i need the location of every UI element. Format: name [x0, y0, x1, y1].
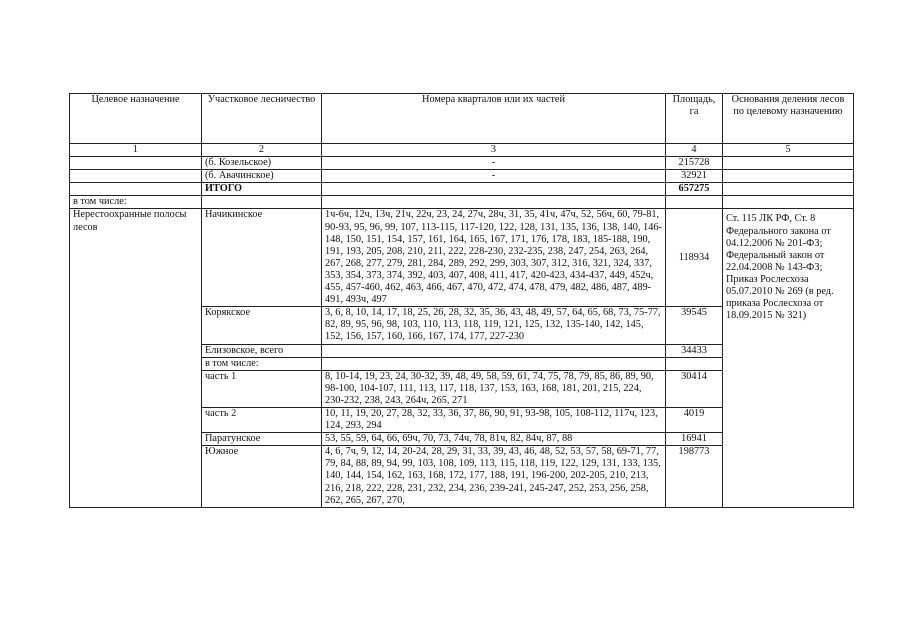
forestry-koryakskoe: Корякское: [202, 307, 322, 344]
cell-empty: [723, 183, 854, 196]
header-purpose: Целевое назначение: [70, 94, 202, 144]
basis-text: Ст. 115 ЛК РФ, Ст. 8 Федерального закона от 04.12.2006 № 201-ФЗ; Федеральный закон от 22.04.2008 № 143-ФЗ; Приказ Рослесхоза 05.07.2010 № 269 (в ред. приказа Рослесхоза от 18.09.2015 № 321): [723, 209, 854, 507]
quarters-part1: 8, 10-14, 19, 23, 24, 30-32, 39, 48, 49, 58, 59, 61, 74, 75, 78, 79, 85, 86, 89, 90, 98-100, 104-107, 111, 113, 117, 118, 137, 153, 163, 168, 181, 201, 215, 224, 230-232, 238, 243, 264ч, 265, 271: [322, 370, 666, 407]
area-elizovskoe: 34433: [666, 344, 723, 357]
cell-empty: [70, 157, 202, 170]
quarters-yuzhnoe: 4, 6, 7ч, 9, 12, 14, 20-24, 28, 29, 31, 33, 39, 43, 46, 48, 52, 53, 57, 58, 69-71, 77, 79, 84, 88, 89, 94, 99, 103, 108, 109, 113, 115, 118, 119, 122, 129, 131, 133, 135, 140, 144, 154, 162, 163, 168, 172, 177, 188, 191, 196-200, 202-205, 210, 213, 216, 218, 222, 228, 231, 232, 234, 236, 239-241, 245-247, 252, 253, 256, 258, 262, 265, 267, 270,: [322, 446, 666, 507]
area-avachinskoe: 32921: [666, 170, 723, 183]
area-part2: 4019: [666, 407, 723, 432]
header-row: [70, 94, 854, 144]
forestry-kozelskoe: (б. Козельское): [202, 157, 322, 170]
cell-empty: [322, 183, 666, 196]
cell-empty: [723, 196, 854, 209]
col-number-3: 3: [322, 144, 666, 157]
table-row-including: [70, 196, 854, 209]
col-number-5: 5: [723, 144, 854, 157]
col-number-4: 4: [666, 144, 723, 157]
table-row-total: [70, 183, 854, 196]
table-row-avachinskoe: [70, 170, 854, 183]
column-numbers-row: [70, 144, 854, 157]
cell-empty: [202, 196, 322, 209]
cell-empty: [322, 196, 666, 209]
area-kozelskoe: 215728: [666, 157, 723, 170]
elizovskoe-including-label: в том числе:: [202, 357, 322, 370]
cell-empty: [723, 157, 854, 170]
forest-purpose-table: [69, 93, 854, 508]
quarters-koryakskoe: 3, 6, 8, 10, 14, 17, 18, 25, 26, 28, 32, 35, 36, 43, 48, 49, 57, 64, 65, 68, 73, 75-77, 82, 89, 95, 96, 98, 103, 110, 113, 118, 119, 121, 125, 132, 135-140, 142, 145, 152, 156, 157, 160, 166, 167, 174, 177, 227-230: [322, 307, 666, 344]
forestry-nachikinskoe: Начикинское: [202, 209, 322, 307]
quarters-nachikinskoe: 1ч-6ч, 12ч, 13ч, 21ч, 22ч, 23, 24, 27ч, 28ч, 31, 35, 41ч, 47ч, 52, 56ч, 60, 79-81, 90-93, 95, 96, 99, 107, 113-115, 117-120, 122, 128, 131, 135, 136, 138, 140, 146-148, 150, 151, 154, 157, 161, 164, 165, 167, 171, 176, 178, 183, 185-188, 190, 191, 193, 205, 208, 210, 211, 222, 228-230, 232-235, 238, 247, 254, 263, 264, 267, 268, 277, 279, 281, 284, 289, 292, 299, 303, 307, 312, 316, 321, 324, 337, 353, 354, 373, 374, 392, 403, 407, 408, 411, 417, 420-423, 434-437, 449, 452ч, 455, 457-460, 462, 463, 466, 467, 470, 472, 474, 478, 479, 482, 486, 487, 489-491, 493ч, 497: [322, 209, 666, 307]
area-part1: 30414: [666, 370, 723, 407]
cell-empty: [70, 183, 202, 196]
header-basis: Основания деления лесов по целевому назначению: [723, 94, 854, 144]
col-number-1: 1: [70, 144, 202, 157]
area-paratunskoe: 16941: [666, 433, 723, 446]
area-koryakskoe: 39545: [666, 307, 723, 344]
purpose-protective-strips: Нерестоохранные полосы лесов: [70, 209, 202, 507]
forestry-elizovskoe: Елизовское, всего: [202, 344, 322, 357]
forestry-avachinskoe: (б. Авачинское): [202, 170, 322, 183]
col-number-2: 2: [202, 144, 322, 157]
forestry-yuzhnoe: Южное: [202, 446, 322, 507]
cell-empty: [322, 357, 666, 370]
total-area: 657275: [666, 183, 723, 196]
quarters-avachinskoe: -: [322, 170, 666, 183]
cell-empty: [666, 357, 723, 370]
area-nachikinskoe: 118934: [666, 209, 723, 307]
forestry-paratunskoe: Паратунское: [202, 433, 322, 446]
quarters-paratunskoe: 53, 55, 59, 64, 66, 69ч, 70, 73, 74ч, 78, 81ч, 82, 84ч, 87, 88: [322, 433, 666, 446]
forestry-part2: часть 2: [202, 407, 322, 432]
cell-empty: [666, 196, 723, 209]
area-yuzhnoe: 198773: [666, 446, 723, 507]
header-forestry: Участковое лесничество: [202, 94, 322, 144]
quarters-part2: 10, 11, 19, 20, 27, 28, 32, 33, 36, 37, 86, 90, 91, 93-98, 105, 108-112, 117ч, 123, 124, 293, 294: [322, 407, 666, 432]
cell-empty: [70, 170, 202, 183]
including-label: в том числе:: [70, 196, 202, 209]
table-row-kozelskoe: [70, 157, 854, 170]
total-label: ИТОГО: [202, 183, 322, 196]
header-area: Площадь, га: [666, 94, 723, 144]
forestry-part1: часть 1: [202, 370, 322, 407]
cell-empty: [322, 344, 666, 357]
header-quarters: Номера кварталов или их частей: [322, 94, 666, 144]
cell-empty: [723, 170, 854, 183]
quarters-kozelskoe: -: [322, 157, 666, 170]
table-row-nachikinskoe: [70, 209, 854, 307]
